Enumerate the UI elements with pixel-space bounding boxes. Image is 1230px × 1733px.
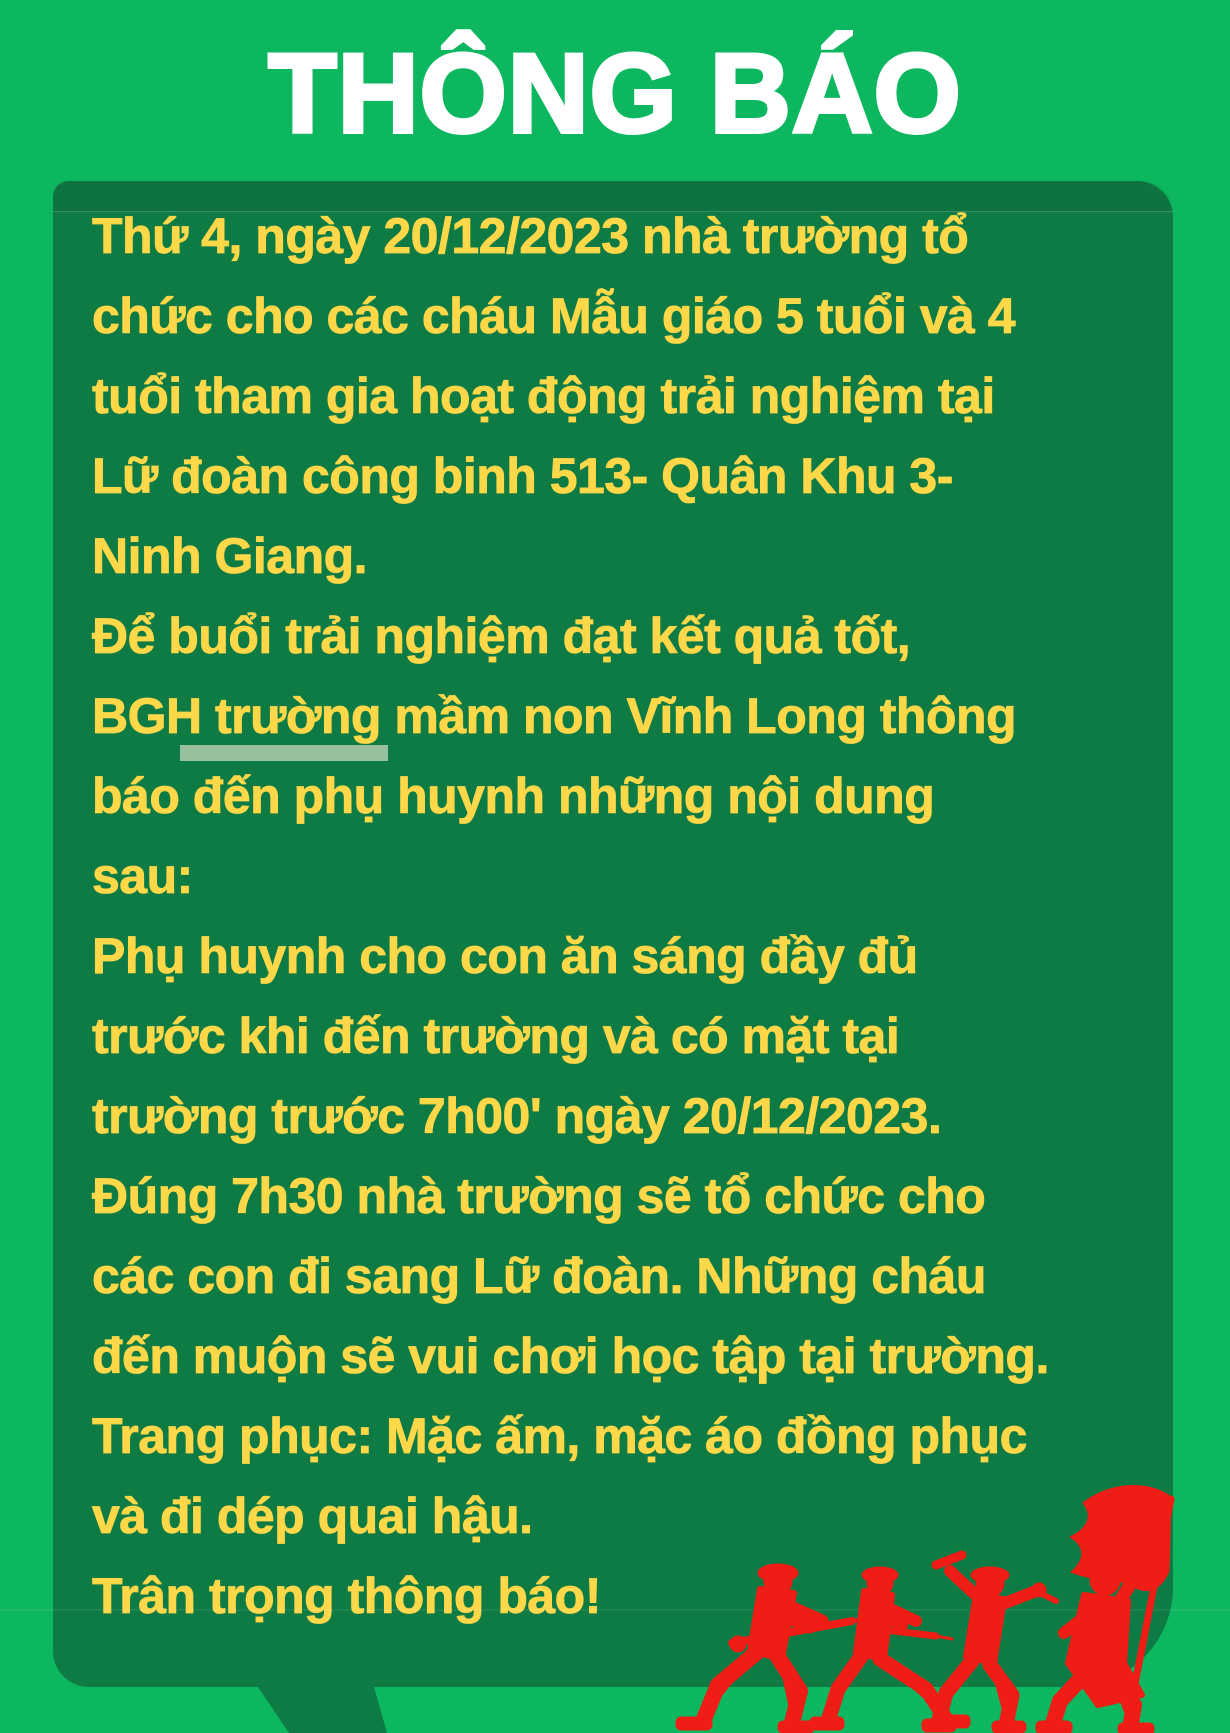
notice-line: Để buổi trải nghiệm đạt kết quả tốt, xyxy=(92,608,911,664)
poster-title: THÔNG BÁO xyxy=(268,30,962,156)
notice-line: Trân trọng thông báo! xyxy=(92,1568,601,1624)
speech-bubble-tail xyxy=(0,1687,430,1733)
notice-line: Trang phục: Mặc ấm, mặc áo đồng phục xyxy=(92,1408,1027,1464)
notice-line: đến muộn sẽ vui chơi học tập tại trường. xyxy=(92,1328,1049,1384)
notice-line: trước khi đến trường và có mặt tại xyxy=(92,1008,900,1064)
redaction-bar xyxy=(180,745,388,761)
notice-line: tuổi tham gia hoạt động trải nghiệm tại xyxy=(92,368,995,424)
notice-line: Đúng 7h30 nhà trường sẽ tổ chức cho xyxy=(92,1168,986,1224)
notice-line: Thứ 4, ngày 20/12/2023 nhà trường tổ xyxy=(92,208,969,264)
flag-bearer-icon xyxy=(1036,1486,1171,1733)
notice-line: và đi dép quai hậu. xyxy=(92,1488,533,1544)
notice-line: trường trước 7h00' ngày 20/12/2023. xyxy=(92,1088,942,1144)
notice-line: các con đi sang Lữ đoàn. Những cháu xyxy=(92,1248,986,1304)
notice-line: BGH trường mầm non Vĩnh Long thông xyxy=(92,688,1017,744)
soldiers-flag-illustration xyxy=(640,1333,1230,1733)
notice-line: báo đến phụ huynh những nội dung xyxy=(92,768,935,824)
notice-line: Phụ huynh cho con ăn sáng đầy đủ xyxy=(92,928,918,984)
notice-line: chức cho các cháu Mẫu giáo 5 tuổi và 4 xyxy=(92,288,1016,344)
notice-line: Ninh Giang. xyxy=(92,528,368,584)
notice-line: sau: xyxy=(92,848,193,904)
notice-line: Lữ đoàn công binh 513- Quân Khu 3- xyxy=(92,448,953,504)
soldier-grenadier-icon xyxy=(922,1555,1056,1733)
